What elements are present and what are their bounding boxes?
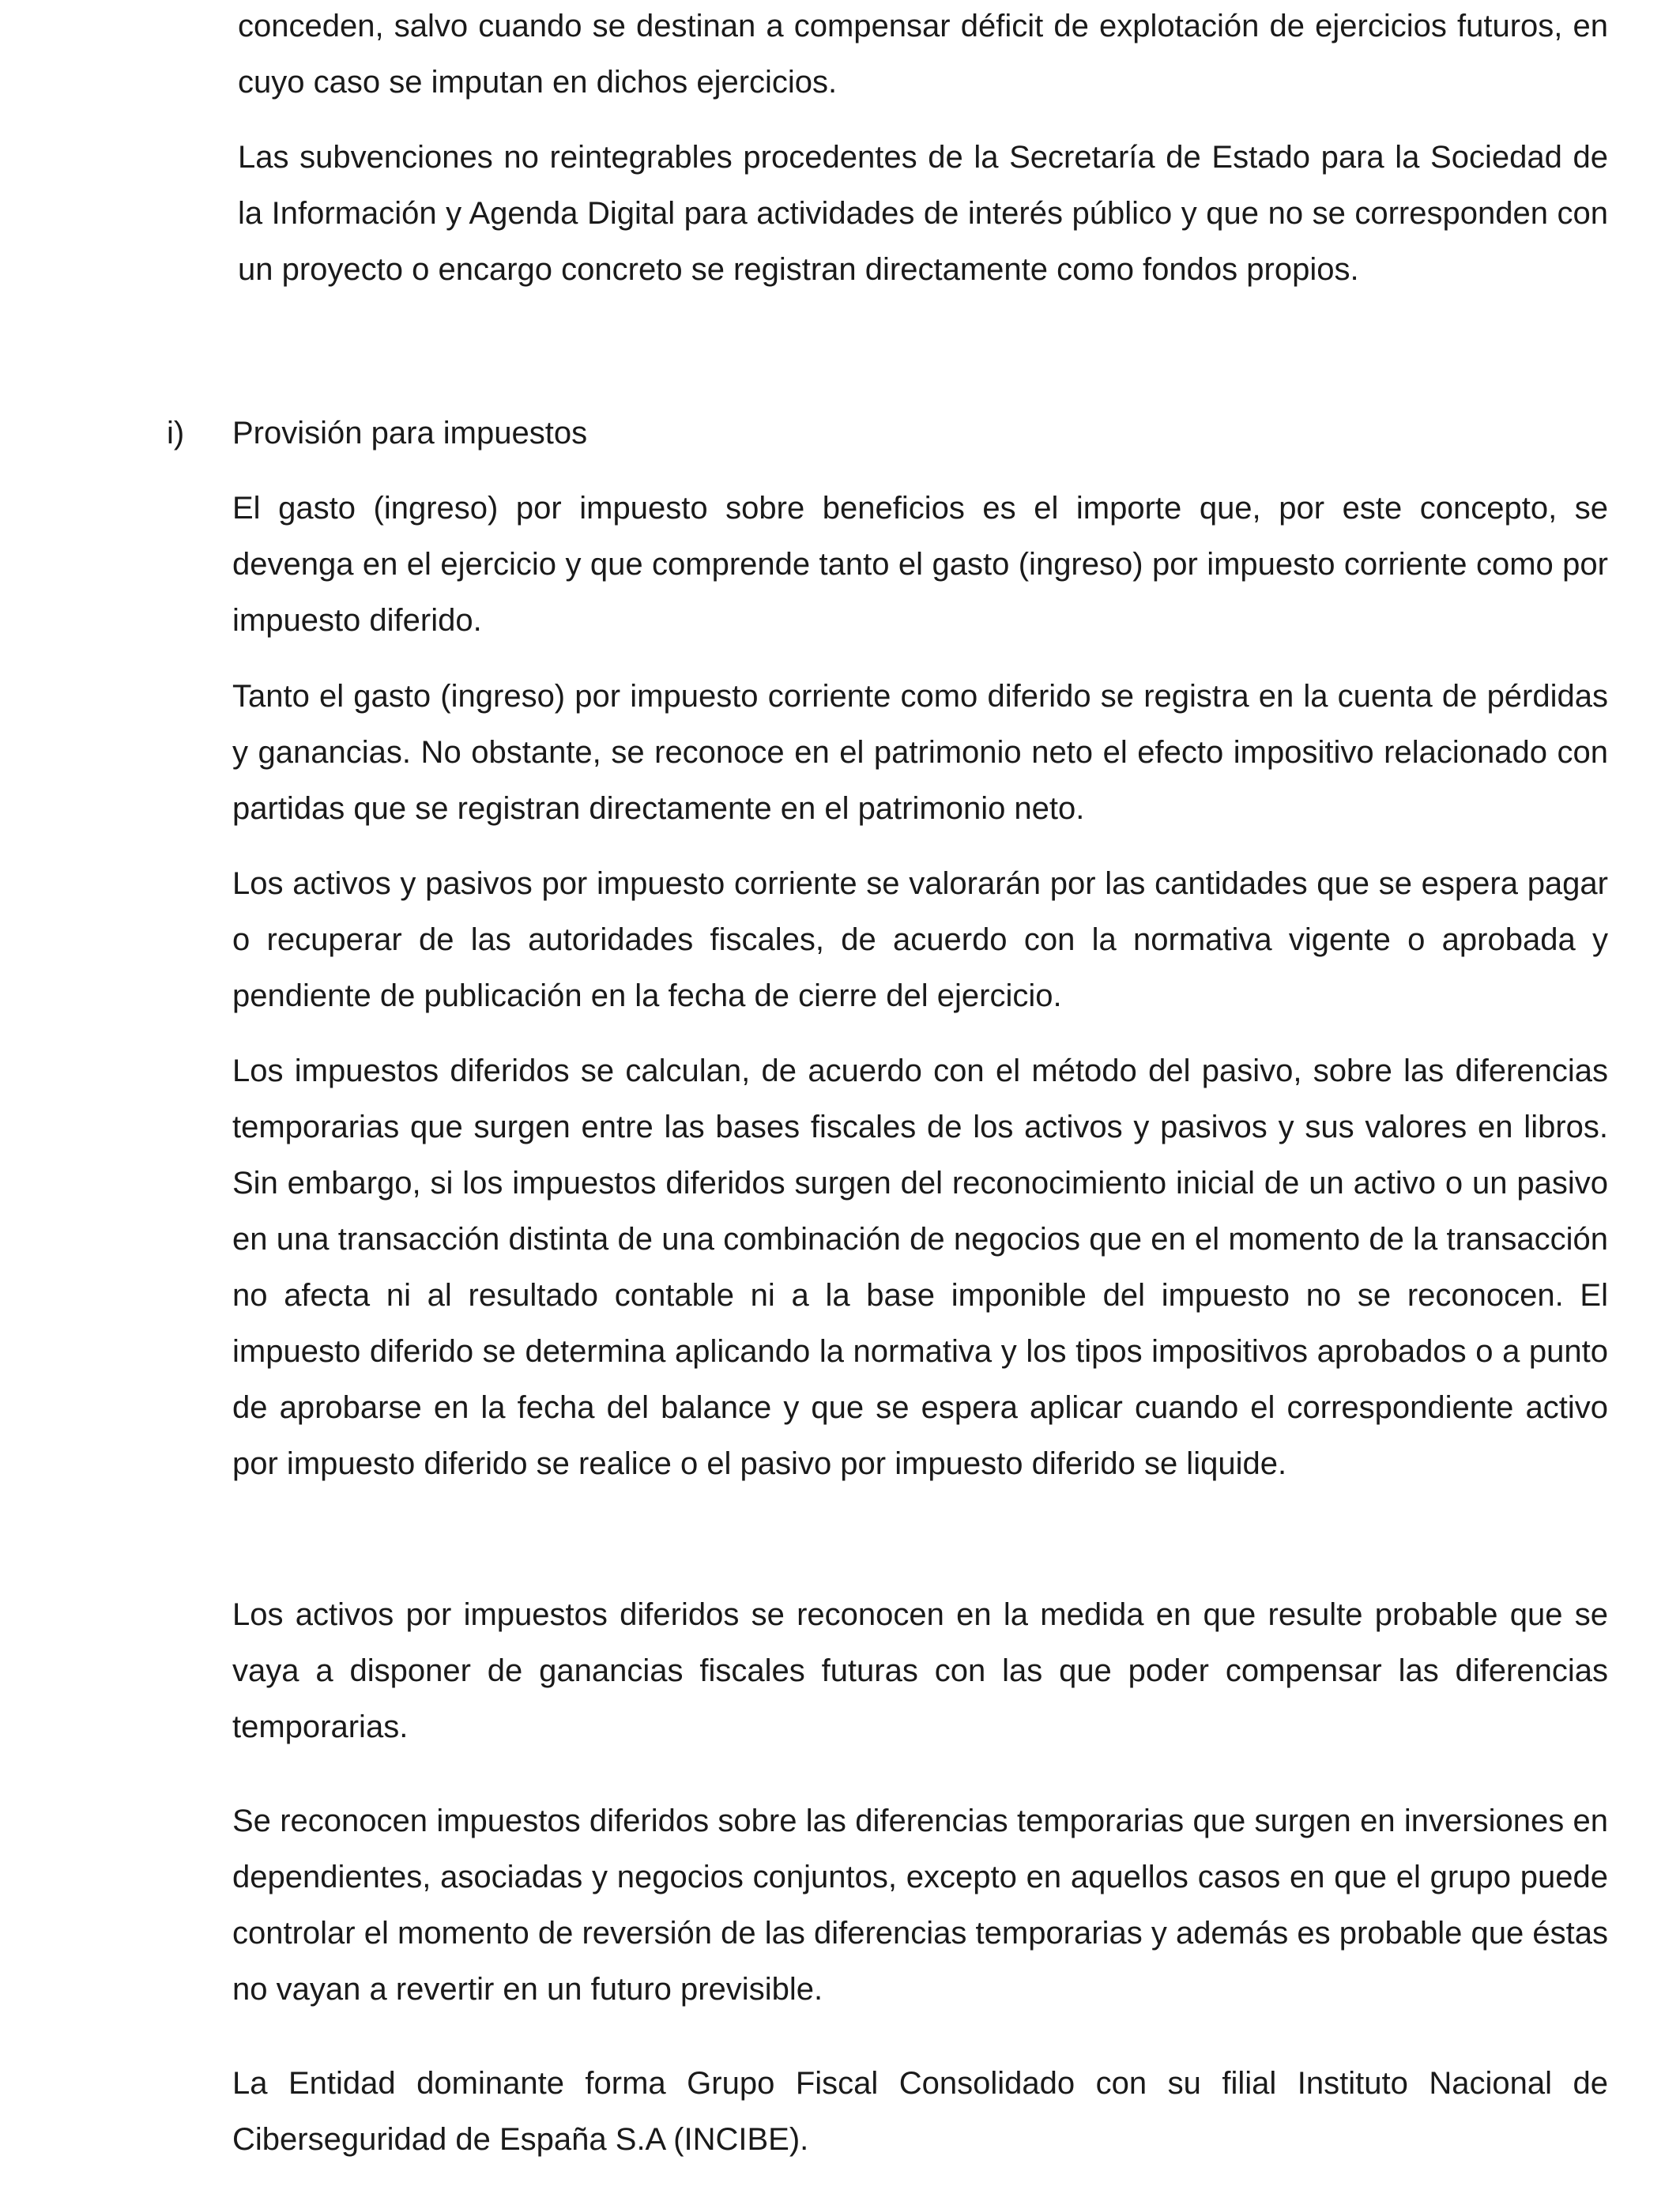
section-marker: i): [167, 416, 185, 450]
paragraph-grupo-fiscal: La Entidad dominante forma Grupo Fiscal Consolidado con su filial Instituto Nacional de Ciberseguridad de España S.A (INCIBE).: [232, 2066, 1608, 2157]
paragraph-subvenciones-no-reintegrables: Las subvenciones no reintegrables procedentes de la Secretaría de Estado para la Sociedad de la Información y Agenda Digital para actividades de interés público y que no se corresponden con un proyecto o encargo concreto se registran directamente como fondos propios.: [238, 140, 1608, 287]
paragraph-activos-diferidos: Los activos por impuestos diferidos se reconocen en la medida en que resulte probable que se vaya a disponer de ganancias fiscales futuras con las que poder compensar las diferencias temporarias.: [232, 1597, 1608, 1744]
section-title: Provisión para impuestos: [232, 416, 588, 450]
paragraph-subvenciones-imputacion: conceden, salvo cuando se destinan a compensar déficit de explotación de ejercicios futuros, en cuyo caso se imputan en dichos ejercicios.: [238, 9, 1608, 100]
paragraph-inversiones-dependientes: Se reconocen impuestos diferidos sobre las diferencias temporarias que surgen en inversiones en dependientes, asociadas y negocios conjuntos, excepto en aquellos casos en que el grupo puede controlar el momento de reversión de las diferencias temporarias y además es probable que éstas no vayan a revertir en un futuro previsible.: [232, 1804, 1608, 2007]
paragraph-registro-gasto: Tanto el gasto (ingreso) por impuesto corriente como diferido se registra en la cuenta de pérdidas y ganancias. No obstante, se reconoce en el patrimonio neto el efecto impositivo relacionado con partidas que se registran directamente en el patrimonio neto.: [232, 679, 1608, 826]
paragraph-impuesto-corriente: Los activos y pasivos por impuesto corriente se valorarán por las cantidades que se espera pagar o recuperar de las autoridades fiscales, de acuerdo con la normativa vigente o aprobada y pendiente de publicación en la fecha de cierre del ejercicio.: [232, 866, 1608, 1013]
paragraph-impuestos-diferidos: Los impuestos diferidos se calculan, de acuerdo con el método del pasivo, sobre las diferencias temporarias que surgen entre las bases fiscales de los activos y pasivos y sus valores en libros. Sin embargo, si los impuestos diferidos surgen del reconocimiento inicial de un activo o un pasivo en una transacción distinta de una combinación de negocios que en el momento de la transacción no afecta ni al resultado contable ni a la base imponible del impuesto no se reconocen. El impuesto diferido se determina aplicando la normativa y los tipos impositivos aprobados o a punto de aprobarse en la fecha del balance y que se espera aplicar cuando el correspondiente activo por impuesto diferido se realice o el pasivo por impuesto diferido se liquide.: [232, 1054, 1608, 1481]
paragraph-gasto-impuesto: El gasto (ingreso) por impuesto sobre beneficios es el importe que, por este concepto, se devenga en el ejercicio y que comprende tanto el gasto (ingreso) por impuesto corriente como por impuesto diferido.: [232, 491, 1608, 638]
